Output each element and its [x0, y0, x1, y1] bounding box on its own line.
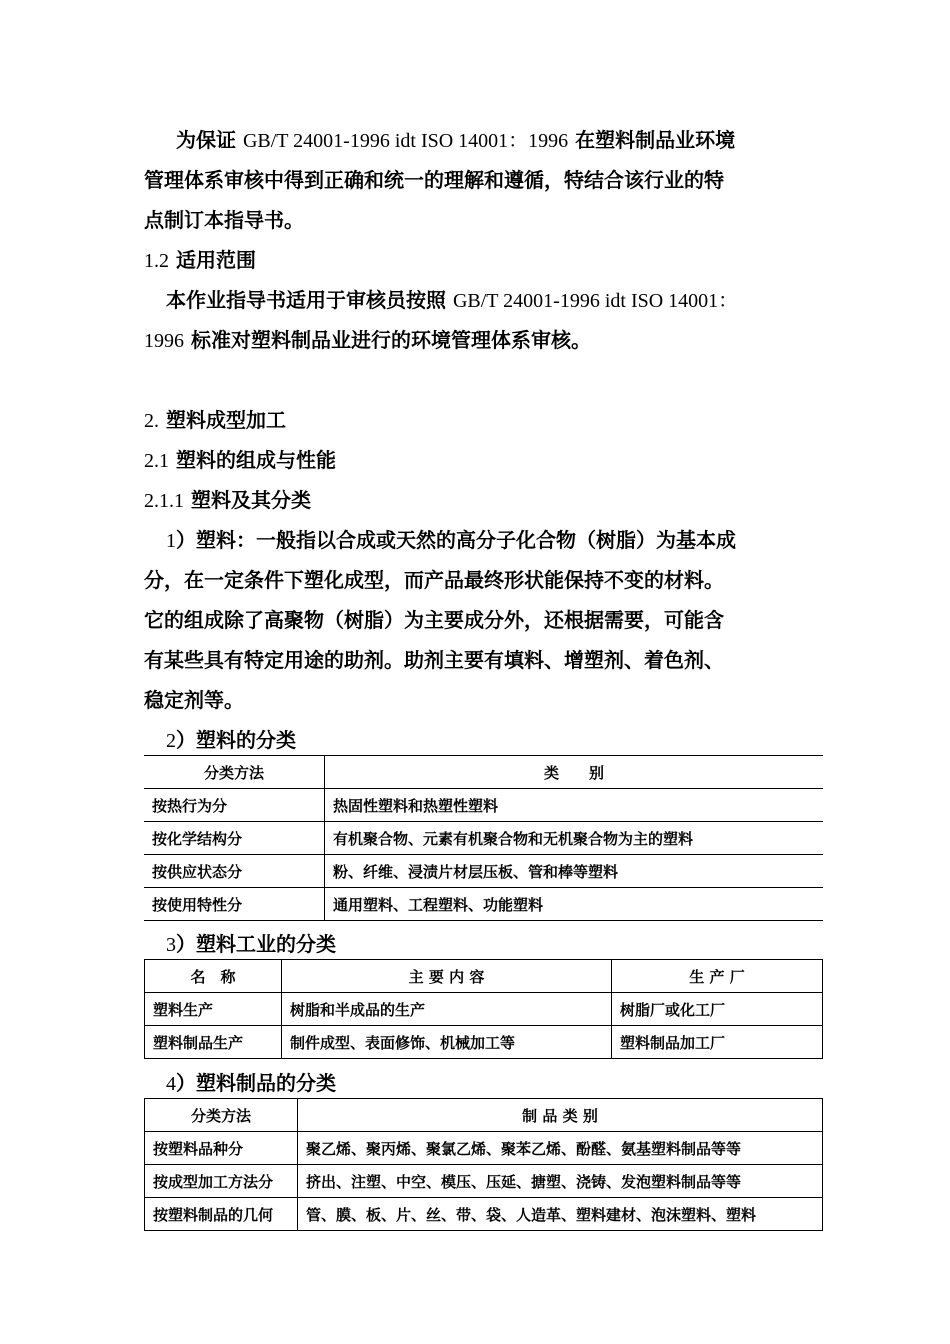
table-cell: 按塑料制品的几何 — [145, 1198, 298, 1231]
table-header-cell: 制 品 类 别 — [298, 1099, 823, 1132]
plastic-products-table — [144, 1098, 823, 1231]
table-cell: 按塑料品种分 — [145, 1132, 298, 1165]
table-cell: 按成型加工方法分 — [145, 1165, 298, 1198]
section-heading-1-2: 1.2 适用范围 — [144, 248, 256, 272]
intro-line-3: 点制订本指导书。 — [144, 208, 304, 232]
table-cell: 塑料制品加工厂 — [612, 1026, 823, 1059]
section-heading-2-1: 2.1 塑料的组成与性能 — [144, 448, 336, 472]
table-cell: 塑料制品生产 — [145, 1026, 282, 1059]
definition-line-4: 有某些具有特定用途的助剂。助剂主要有填料、增塑剂、着色剂、 — [144, 648, 724, 672]
table-row — [145, 1165, 823, 1198]
definition-line-3: 它的组成除了高聚物（树脂）为主要成分外，还根据需要，可能含 — [144, 608, 724, 632]
table-cell: 树脂厂或化工厂 — [612, 993, 823, 1026]
table-cell: 按供应状态分 — [144, 855, 325, 888]
table-cell: 挤出、注塑、中空、模压、压延、搪塑、浇铸、发泡塑料制品等等 — [298, 1165, 823, 1198]
table-header-cell: 类 别 — [325, 756, 824, 789]
plastics-classification-table — [144, 755, 823, 921]
table-cell: 聚乙烯、聚丙烯、聚氯乙烯、聚苯乙烯、酚醛、氨基塑料制品等等 — [298, 1132, 823, 1165]
table-header-cell: 名 称 — [145, 960, 282, 993]
table-header-cell: 分类方法 — [144, 756, 325, 789]
definition-line-2: 分，在一定条件下塑化成型，而产品最终形状能保持不变的材料。 — [144, 568, 724, 592]
plastics-industry-table — [144, 959, 823, 1059]
intro-line-2: 管理体系审核中得到正确和统一的理解和遵循，特结合该行业的特 — [144, 168, 724, 192]
definition-line-1: 1）塑料：一般指以合成或天然的高分子化合物（树脂）为基本成 — [166, 528, 736, 552]
table-cell: 通用塑料、工程塑料、功能塑料 — [325, 888, 824, 921]
definition-line-5: 稳定剂等。 — [144, 688, 244, 712]
table-cell: 塑料生产 — [145, 993, 282, 1026]
table-header-cell: 主 要 内 容 — [282, 960, 612, 993]
table-row — [145, 1198, 823, 1231]
table-row — [144, 855, 823, 888]
table-row — [145, 1026, 823, 1059]
table-cell: 管、膜、板、片、丝、带、袋、人造革、塑料建材、泡沫塑料、塑料 — [298, 1198, 823, 1231]
table-cell: 制件成型、表面修饰、机械加工等 — [282, 1026, 612, 1059]
table-row — [144, 789, 823, 822]
table-header-cell: 分类方法 — [145, 1099, 298, 1132]
table-header-row — [145, 960, 823, 993]
table-row — [144, 888, 823, 921]
section-heading-2-1-1: 2.1.1 塑料及其分类 — [144, 488, 311, 512]
scope-line-2: 1996 标准对塑料制品业进行的环境管理体系审核。 — [144, 328, 591, 352]
table-row — [145, 1132, 823, 1165]
table-row — [145, 993, 823, 1026]
table-cell: 树脂和半成品的生产 — [282, 993, 612, 1026]
table-cell: 粉、纤维、浸渍片材层压板、管和棒等塑料 — [325, 855, 824, 888]
table1-caption: 2）塑料的分类 — [166, 728, 296, 752]
table-cell: 按热行为分 — [144, 789, 325, 822]
table-cell: 热固性塑料和热塑性塑料 — [325, 789, 824, 822]
table-cell: 按化学结构分 — [144, 822, 325, 855]
table-row — [144, 822, 823, 855]
table-header-cell: 生 产 厂 — [612, 960, 823, 993]
table2-caption: 3）塑料工业的分类 — [166, 932, 336, 956]
section-heading-2: 2. 塑料成型加工 — [144, 408, 286, 432]
table3-caption: 4）塑料制品的分类 — [166, 1071, 336, 1095]
table-cell: 有机聚合物、元素有机聚合物和无机聚合物为主的塑料 — [325, 822, 824, 855]
scope-line-1: 本作业指导书适用于审核员按照 GB/T 24001-1996 idt ISO 14001： — [166, 288, 739, 312]
table-cell: 按使用特性分 — [144, 888, 325, 921]
table-header-row — [144, 756, 823, 789]
table-header-row — [145, 1099, 823, 1132]
intro-line-1: 为保证 GB/T 24001-1996 idt ISO 14001：1996 在塑料制品业环境 — [176, 128, 736, 152]
